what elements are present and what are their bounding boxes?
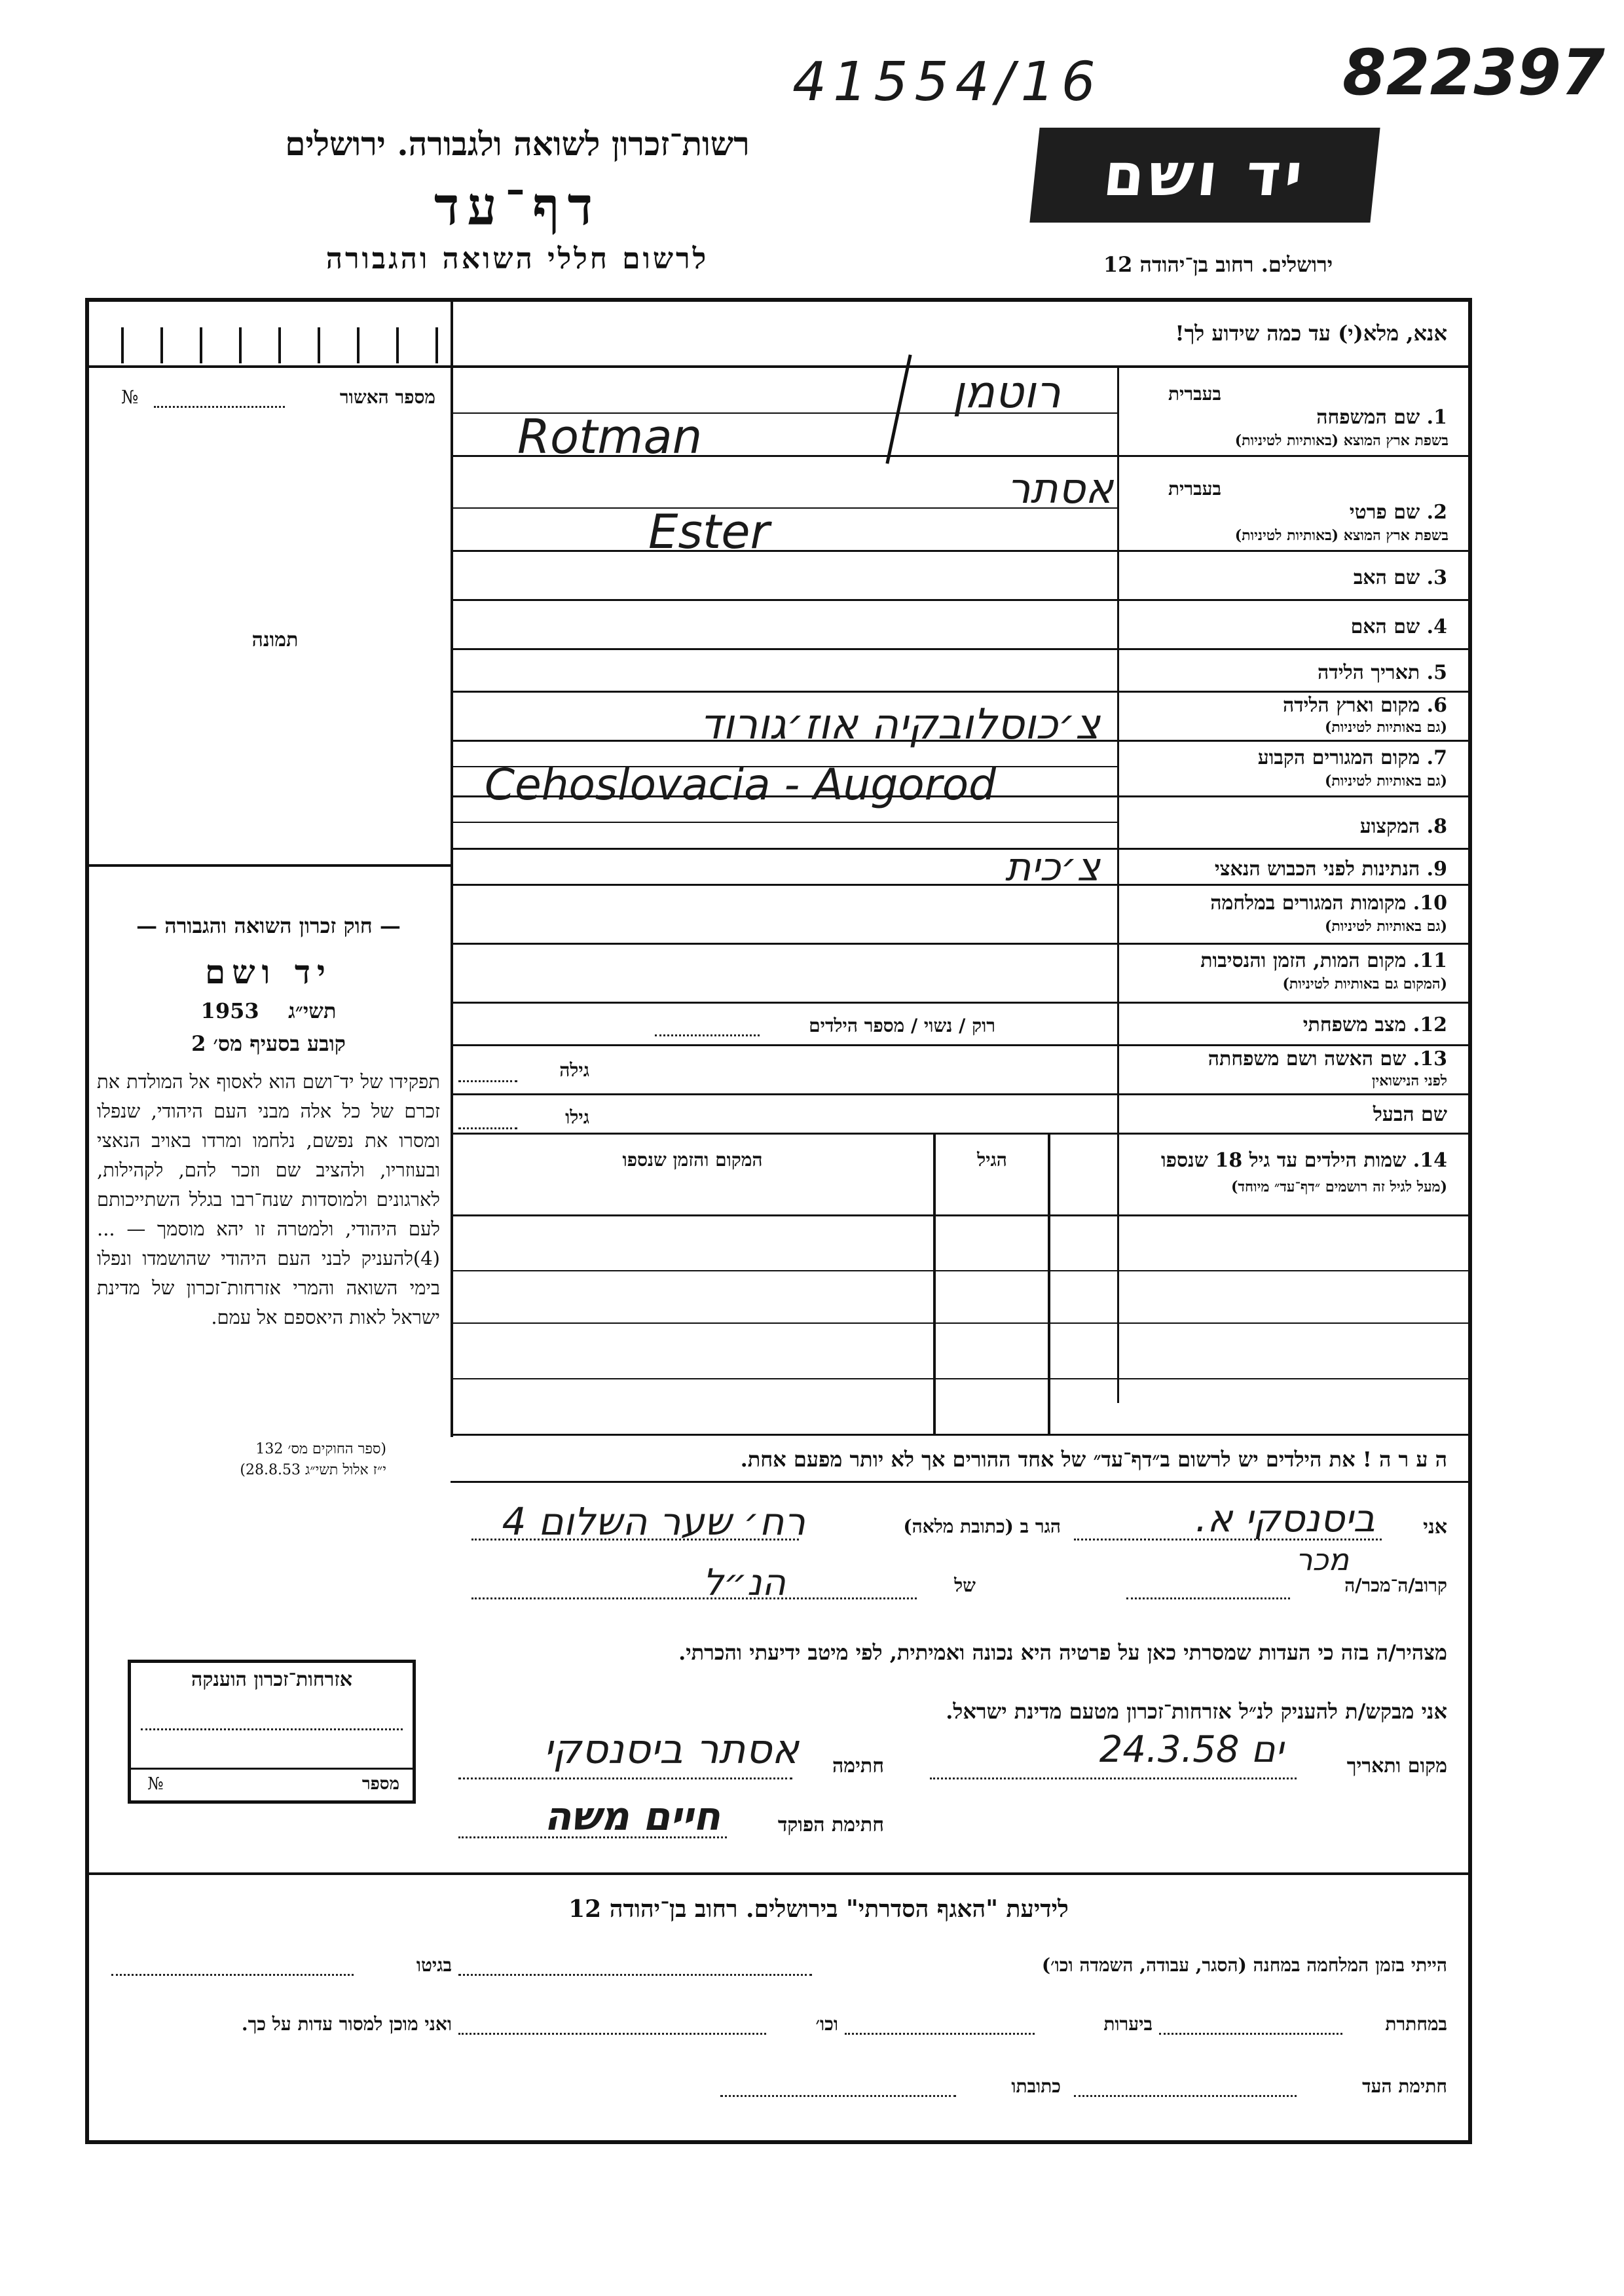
f1-hebrew-label: בעברית xyxy=(1168,383,1221,405)
stamp-no-symbol: № xyxy=(147,1774,164,1794)
husband-label: שם הבעל xyxy=(1373,1103,1447,1126)
law-ref-1: (ספר החוקים מס׳ 132 xyxy=(255,1441,386,1457)
f2-sub: בשפת ארץ המוצא (באותיות לטיניות) xyxy=(1234,527,1449,544)
f6-value: צ׳כוסלובקיה אוז׳גורוד xyxy=(699,701,1100,749)
f8-label: 8. המקצוע xyxy=(1359,815,1447,838)
signature-value: אסתר ביסנסקי xyxy=(544,1725,799,1773)
note-text: ה ע ר ה ! את הילדים יש לרשום ב״דף־עד״ של אחד ההורים אך לא יותר מפעם אחת. xyxy=(740,1447,1447,1472)
f5-label: 5. תאריך הלידה xyxy=(1318,661,1447,684)
f1-label: 1. שם המשפחה xyxy=(1316,406,1447,429)
archive-line2-testify: ואני מוכן למסור עדות על כך. xyxy=(241,2013,452,2035)
f12-label: 12. מצב משפחתי xyxy=(1302,1013,1447,1036)
stamp-title: אזרחות־זכרון הוענקה xyxy=(191,1668,353,1691)
file-number: 41554/16 xyxy=(792,51,1102,113)
of-value: הנ״ל xyxy=(703,1561,786,1604)
address: ירושלים. רחוב בן־יהודה 12 xyxy=(1103,252,1333,277)
f11-label: 11. מקום המות, הזמן והנסיבות xyxy=(1200,949,1447,972)
f10-label: 10. מקומות המגורים במלחמה xyxy=(1210,892,1447,915)
relation-label: קרוב/ה־מכר/ה xyxy=(1344,1575,1447,1596)
org-name: רשות־זכרון לשואה ולגבורה. ירושלים xyxy=(285,124,750,163)
request-text: אני מבקש/ת להעניק לנ״ל אזרחות־זכרון מטעם מדינת ישראל. xyxy=(946,1699,1447,1724)
f2-label: 2. שם פרטי xyxy=(1349,501,1447,524)
f6-label: 6. מקום וארץ הלידה xyxy=(1282,694,1447,717)
corner-number: 822397 xyxy=(1342,36,1605,109)
f1-hebrew-value: רוטמן xyxy=(952,367,1061,418)
law-title: — חוק זכרון השואה והגבורה — xyxy=(136,913,401,938)
of-label: של xyxy=(954,1575,976,1596)
f12-options: רוק / נשוי / מספר הילדים xyxy=(809,1015,995,1036)
archive-line1-ghetto: בגיטו xyxy=(416,1954,452,1976)
f10-sub: (גם באותיות לטיניות) xyxy=(1324,918,1447,935)
cert-number-row xyxy=(115,386,442,412)
f3-label: 3. שם האב xyxy=(1353,566,1447,589)
place-date-label: מקום ותאריך xyxy=(1346,1755,1447,1777)
f7-sub: (גם באותיות לטיניות) xyxy=(1324,773,1447,790)
archive-line1-camp: הייתי בזמן המלחמה במחנה (הסגר, עבודה, השמדה וכו׳) xyxy=(1041,1954,1447,1976)
f1-latin-value: Rotman xyxy=(517,409,703,464)
archive-line3-witness-sig: חתימת העד xyxy=(1362,2075,1447,2097)
left-column-divider xyxy=(451,298,453,1437)
cert-number-label: מספר האשור xyxy=(339,386,435,408)
ani-label: אני xyxy=(1423,1516,1447,1539)
f13-label: 13. שם האשה ושם משפחתה xyxy=(1208,1048,1447,1070)
signature-label: חתימה xyxy=(832,1755,884,1777)
law-year-row xyxy=(95,998,442,1023)
logo-text: יד ושם xyxy=(1100,141,1310,210)
husband-age-label: גילו xyxy=(565,1106,589,1128)
f1-sub: בשפת ארץ המוצא (באותיות לטיניות) xyxy=(1234,432,1449,449)
officer-signature: חיים משה xyxy=(544,1794,720,1840)
declarant-address: רח׳ שער השלום 4 xyxy=(502,1499,805,1544)
resides-label: הגר ב (כתובת מלאה) xyxy=(903,1516,1061,1537)
law-section: קובע בסעיף מס׳ 2 xyxy=(191,1031,346,1056)
instruction-text: אנא, מלא(י) עד כמה שידוע לך! xyxy=(1175,321,1447,346)
f2-hebrew-value: אסתר xyxy=(1006,465,1113,513)
f2-hebrew-label: בעברית xyxy=(1168,478,1221,500)
declaration-text: מצהיר/ה בזה כי העדות שמסרתי כאן על פרטיה היא נכונה ואמיתית, לפי מיטב ידיעתי והכרתי. xyxy=(678,1640,1447,1665)
f4-label: 4. שם האם xyxy=(1350,615,1447,638)
archive-title: לידיעת "האגף הסדרתי" בירושלים. רחוב בן־יהודה 12 xyxy=(568,1895,1069,1923)
f2-latin-value: Ester xyxy=(648,504,770,559)
law-name: יד ושם xyxy=(205,953,332,991)
photo-label: תמונה xyxy=(251,629,299,651)
law-ref-2: י״ז אלול תשי״ג 28.8.53) xyxy=(240,1462,386,1478)
col-place-header: המקום והזמן שנספו xyxy=(622,1149,763,1171)
f14-label: 14. שמות הילדים עד גיל 18 שנספו xyxy=(1160,1149,1447,1172)
law-year-heb: תשי״ג xyxy=(288,998,337,1023)
law-year: 1953 xyxy=(200,998,259,1023)
f14-sub: (מעל לגיל זה רושמים ״דף־עד״ מיוחד) xyxy=(1230,1178,1447,1195)
archive-line2-underground: במחתרת xyxy=(1385,2013,1447,2035)
yad-vashem-logo xyxy=(1029,128,1380,223)
f7-value: Cehoslovacia - Augorod xyxy=(485,759,997,810)
tick-marks xyxy=(115,327,442,363)
f9-value: צ׳כית xyxy=(1005,845,1100,890)
stamp-number-label: מספר xyxy=(361,1774,399,1794)
declarant-name: ביסנסקי א. xyxy=(1195,1496,1375,1540)
archive-line3-address: כתובתו xyxy=(1011,2075,1061,2097)
archive-line2-etc: וכו׳ xyxy=(815,2013,838,2035)
form-title: דף־עד xyxy=(434,175,601,237)
relation-value: מכר xyxy=(1295,1542,1349,1577)
col-age-header: הגיל xyxy=(977,1149,1007,1171)
archive-line2-forests: ביערות xyxy=(1103,2013,1153,2035)
f6-sub: (גם באותיות לטיניות) xyxy=(1324,719,1447,736)
officer-label: חתימת הפוקד xyxy=(777,1813,884,1836)
f7-label: 7. מקום המגורים הקבוע xyxy=(1257,746,1447,769)
f9-label: 9. הנתינות לפני הכבוש הנאצי xyxy=(1214,858,1447,881)
cert-no-symbol: № xyxy=(121,386,139,408)
law-text: תפקידו של יד־ושם הוא לאסוף אל המולדת את זכרם של כל אלה מבני העם היהודי, שנפלו ומסרו את נפשם, נלחמו ומרדו באויב הנאצי ובעוזריו, ולהציב שם וזכר להם, לקהילות, לארגונים ולמוסדות שנח־רבו בגלל השתייכותם לעם היהודי, ולמטרה זו יהא מוסמך — ...(4)להעניק לבני העם היהודי שהושמדו ונפלו בימי השואה והמרי אזרחות־זכרון של מדינת ישראל לאות היאספם אל עמם. xyxy=(97,1070,440,1328)
form-subtitle: לרשום חללי השואה והגבורה xyxy=(325,242,709,276)
f11-sub: (המקום גם באותיות לטיניות) xyxy=(1282,975,1447,993)
place-date-value: ים 24.3.58 xyxy=(1099,1728,1283,1771)
f13-sub: לפני הנישואין xyxy=(1371,1072,1447,1089)
wife-age-label: גילה xyxy=(559,1059,589,1081)
